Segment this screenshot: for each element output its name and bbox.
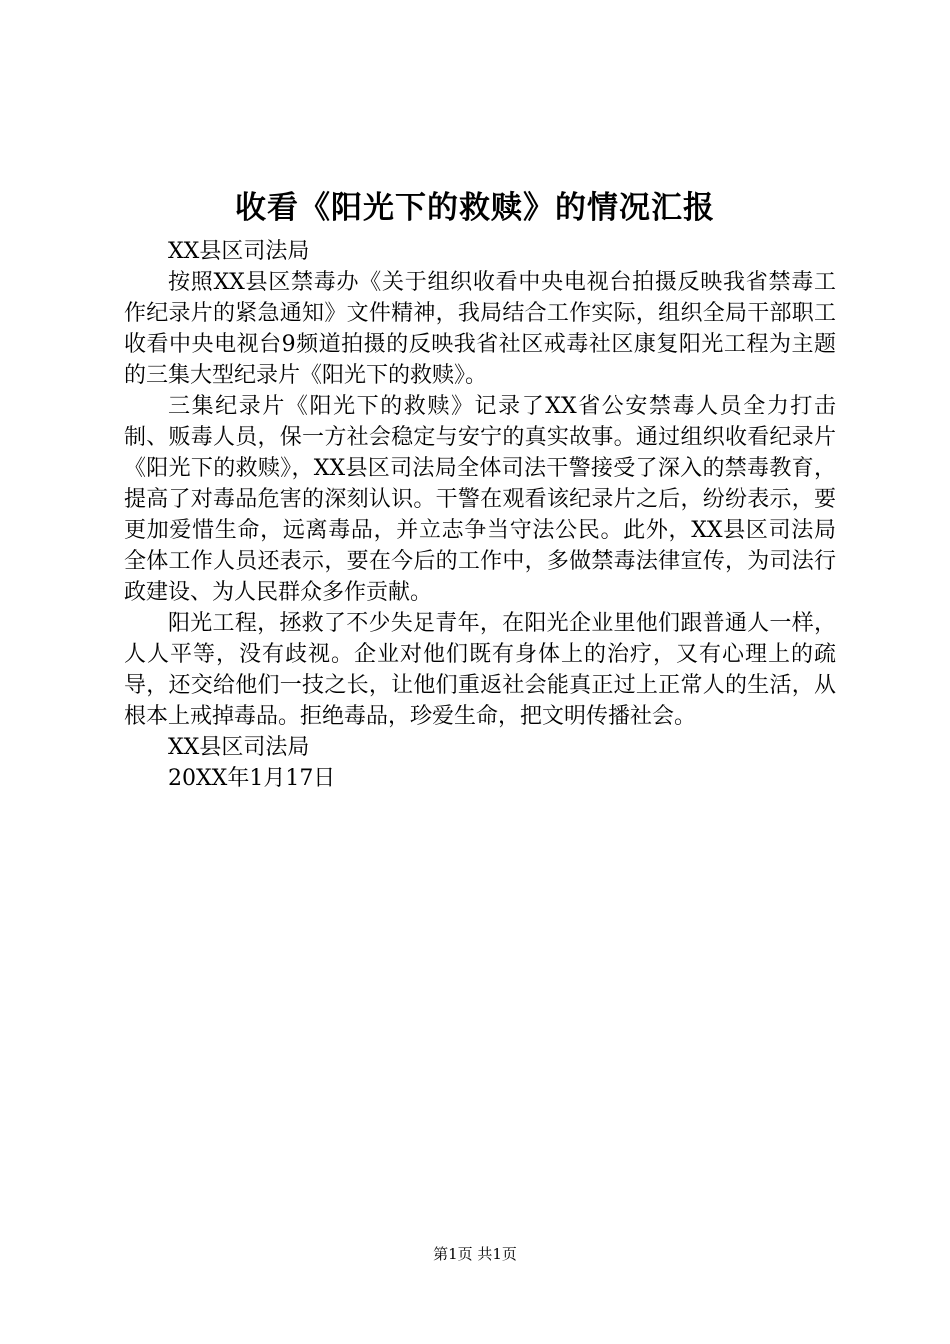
document-body	[124, 236, 836, 794]
author-line: XX县区司法局	[168, 239, 310, 264]
paragraph-2: 三集纪录片《阳光下的救赎》记录了XX省公安禁毒人员全力打击制、贩毒人员，保一方社会稳定与安宁的真实故事。通过组织收看纪录片《阳光下的救赎》，XX县区司法局全体司法干警接受了深入的禁毒教育，提高了对毒品危害的深刻认识。干警在观看该纪录片之后，纷纷表示，要更加爱惜生命，远离毒品，并立志争当守法公民。此外，XX县区司法局全体工作人员还表示，要在今后的工作中，多做禁毒法律宣传，为司法行政建设、为人民群众多作贡献。	[124, 394, 836, 605]
paragraph-3: 阳光工程，拯救了不少失足青年，在阳光企业里他们跟普通人一样，人人平等，没有歧视。企业对他们既有身体上的治疗，又有心理上的疏导，还交给他们一技之长，让他们重返社会能真正过上正常人的生活，从根本上戒掉毒品。拒绝毒品，珍爱生命，把文明传播社会。	[124, 611, 836, 729]
signature-line: XX县区司法局	[168, 735, 310, 760]
date-line: 20XX年1月17日	[168, 766, 336, 791]
document-title: 收看《阳光下的救赎》的情况汇报	[235, 190, 715, 226]
paragraph-1: 按照XX县区禁毒办《关于组织收看中央电视台拍摄反映我省禁毒工作纪录片的紧急通知》文件精神，我局结合工作实际，组织全局干部职工收看中央电视台9频道拍摄的反映我省社区戒毒社区康复阳光工程为主题的三集大型纪录片《阳光下的救赎》。	[124, 270, 836, 388]
page-footer: 第1页 共1页	[433, 1245, 517, 1263]
